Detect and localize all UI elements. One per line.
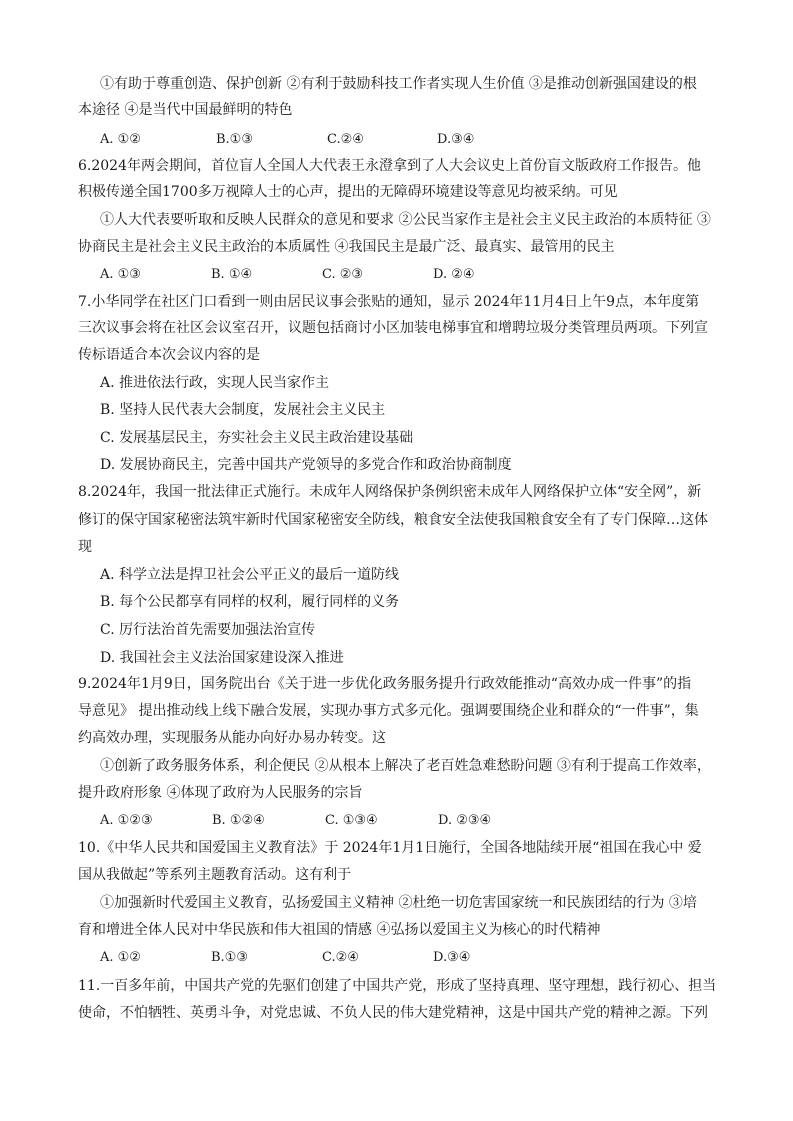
- q7-stem-line-2: 三次议事会将在社区会议室召开，议题包括商讨小区加装电梯事宜和增聘垃圾分类管理员两项。下列宣: [78, 320, 708, 336]
- q6-stem-line-1: 6.2024年两会期间，首位盲人全国人大代表王永澄拿到了人大会议史上首份盲文版政府工作报告。他: [78, 158, 701, 174]
- q6-stem-line-2: 积极传递全国1700多万视障人士的心声，提出的无障碍环境建设等意见均被采纳。可见: [78, 184, 618, 200]
- q9-stem-line-3: 约高效办理，实现服务从能办向好办易办转变。这: [78, 730, 386, 746]
- q5-option-a: A. ①②: [100, 132, 141, 147]
- q6-option-a: A. ①③: [100, 267, 141, 282]
- q11-stem-line-1: 11.一百多年前，中国共产党的先驱们创建了中国共产党，形成了坚持真理、坚守理想，践行初心、担当: [78, 978, 717, 994]
- q10-option-d: D.③④: [433, 950, 471, 965]
- q9-option-d: D. ②③④: [438, 813, 492, 828]
- q9-option-c: C. ①③④: [325, 813, 378, 828]
- q10-stem-line-1: 10.《中华人民共和国爱国主义教育法》于 2024年1月1日施行，全国各地陆续开展“祖国在我心中 爱: [78, 840, 702, 856]
- q9-stem-line-2: 导意见》 提出推动线上线下融合发展，实现办事方式多元化。强调要围绕企业和群众的“一件事”，集: [78, 703, 699, 719]
- q9-option-a: A. ①②③: [100, 813, 153, 828]
- q9-option-b: B. ①②④: [212, 813, 265, 828]
- q10-option-c: C.②④: [322, 950, 359, 965]
- q6-statement-line-2: 协商民主是社会主义民主政治的本质属性 ④我国民主是最广泛、最真实、最管用的民主: [78, 239, 615, 255]
- q6-options: [100, 265, 700, 285]
- q5-options: [100, 130, 700, 150]
- q9-statement-line-1: ①创新了政务服务体系，利企便民 ②从根本上解决了老百姓急难愁盼问题 ③有利于提高工作效率，: [100, 758, 711, 774]
- q8-stem-line-2: 修订的保守国家秘密法筑牢新时代国家秘密安全防线，粮食安全法使我国粮食安全有了专门保障…这体: [78, 512, 708, 528]
- q5-option-c: C.②④: [327, 132, 364, 147]
- q7-stem-line-1: 7.小华同学在社区门口看到一则由居民议事会张贴的通知，显示 2024年11月4日上午9点，本年度第: [78, 294, 700, 310]
- q7-option-d: D. 发展协商民主，完善中国共产党领导的多党合作和政治协商制度: [100, 457, 512, 473]
- q8-option-b: B. 每个公民都享有同样的权利，履行同样的义务: [100, 594, 400, 610]
- q7-stem-line-3: 传标语适合本次会议内容的是: [78, 347, 260, 363]
- q10-statement-line-1: ①加强新时代爱国主义教育，弘扬爱国主义精神 ②杜绝一切危害国家统一和民族团结的行为 ③培: [100, 895, 697, 911]
- q10-stem-line-2: 国从我做起”等系列主题教育活动。这有利于: [78, 867, 352, 883]
- q8-option-a: A. 科学立法是捍卫社会公平正义的最后一道防线: [100, 567, 400, 583]
- q6-option-b: B. ①④: [211, 267, 253, 282]
- q5-option-d: D.③④: [437, 132, 475, 147]
- q8-stem-line-3: 现: [78, 539, 92, 555]
- q10-options: [100, 948, 700, 968]
- q6-statement-line-1: ①人大代表要听取和反映人民群众的意见和要求 ②公民当家作主是社会主义民主政治的本质特征 ③: [100, 212, 711, 228]
- q7-option-c: C. 发展基层民主，夯实社会主义民主政治建设基础: [100, 430, 414, 446]
- q8-option-c: C. 厉行法治首先需要加强法治宣传: [100, 622, 316, 638]
- q5-statement-line-1: ①有助于尊重创造、保护创新 ②有利于鼓励科技工作者实现人生价值 ③是推动创新强国建设的根: [100, 76, 697, 92]
- q9-statement-line-2: 提升政府形象 ④体现了政府为人民服务的宗旨: [78, 785, 363, 801]
- q6-option-d: D. ②④: [433, 267, 475, 282]
- q9-stem-line-1: 9.2024年1月9日，国务院出台《关于进一步优化政务服务提升行政效能推动“高效办成一件事”的指: [78, 676, 692, 692]
- q7-option-b: B. 坚持人民代表大会制度，发展社会主义民主: [100, 402, 386, 418]
- q11-stem-line-2: 使命，不怕牺牲、英勇斗争，对党忠诚、不负人民的伟大建党精神，这是中国共产党的精神之源。下列: [78, 1005, 708, 1021]
- q5-option-b: B.①③: [216, 132, 253, 147]
- q5-statement-line-2: 本途径 ④是当代中国最鲜明的特色: [78, 102, 293, 118]
- q10-statement-line-2: 育和增进全体人民对中华民族和伟大祖国的情感 ④弘扬以爱国主义为核心的时代精神: [78, 922, 601, 938]
- q9-options: [100, 811, 700, 831]
- q8-stem-line-1: 8.2024年，我国一批法律正式施行。未成年人网络保护条例织密未成年人网络保护立体“安全网”，新: [78, 484, 702, 500]
- q8-option-d: D. 我国社会主义法治国家建设深入推进: [100, 650, 344, 666]
- q6-option-c: C. ②③: [322, 267, 364, 282]
- q10-option-b: B.①③: [211, 950, 248, 965]
- q10-option-a: A. ①②: [100, 950, 141, 965]
- q7-option-a: A. 推进依法行政，实现人民当家作主: [100, 375, 330, 391]
